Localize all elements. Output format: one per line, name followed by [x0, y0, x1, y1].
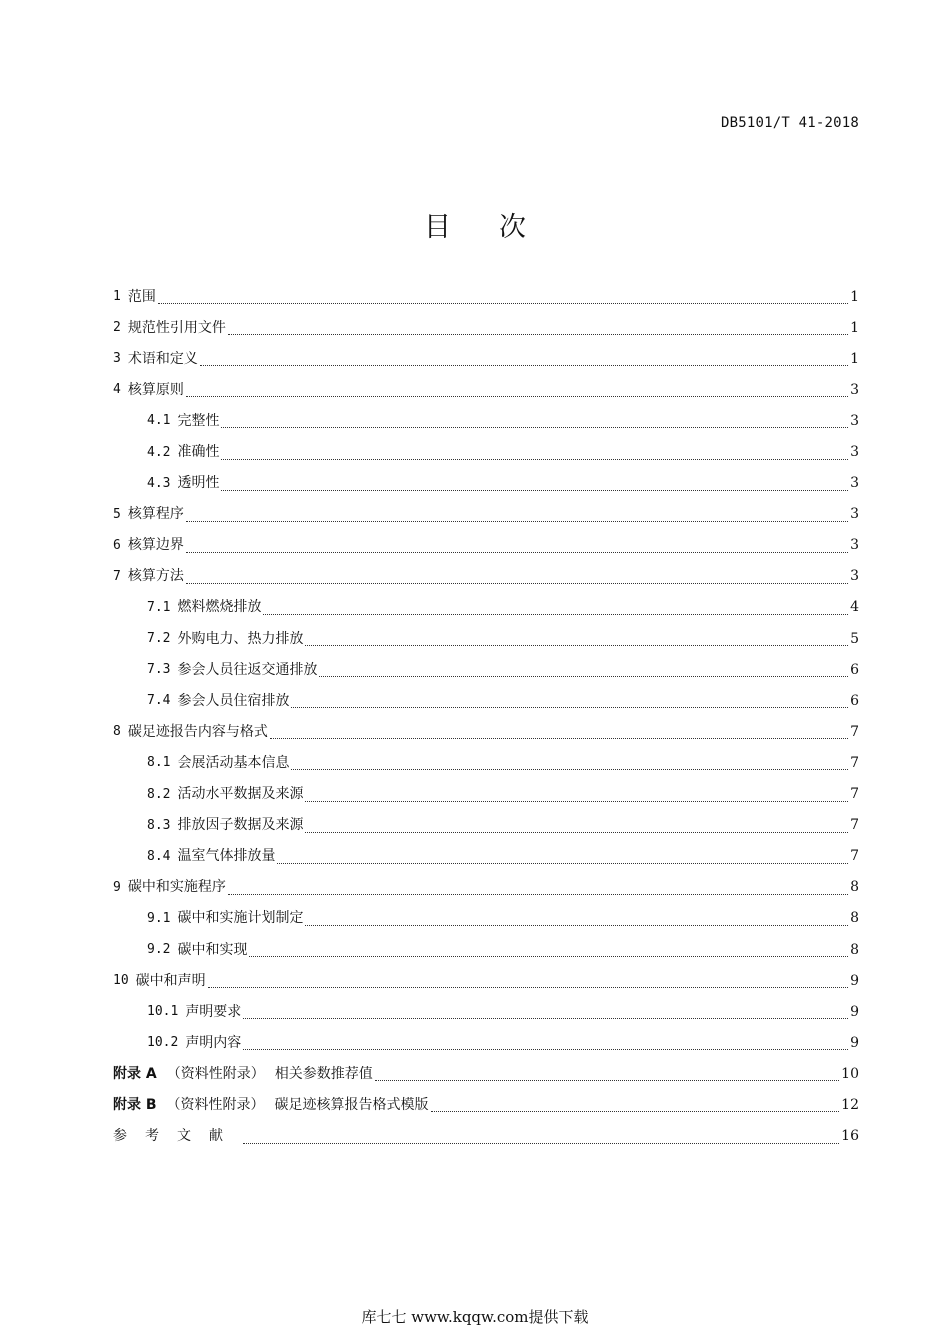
toc-entry-number: 10 [113, 973, 129, 989]
dot-leader [270, 728, 848, 739]
toc-entry[interactable] [113, 343, 859, 374]
toc-entry-page: 7 [850, 817, 859, 834]
toc-entry[interactable] [113, 281, 859, 312]
title-char-2: 次 [499, 212, 526, 243]
toc-entry-number: 4.2 [147, 444, 171, 460]
toc-entry-title: 外购电力、热力排放 [177, 630, 304, 647]
toc-entry[interactable] [113, 530, 859, 561]
toc-entry[interactable] [113, 405, 859, 436]
dot-leader [186, 386, 848, 397]
toc-entry-number: 1 [113, 289, 121, 305]
toc-entry-number: 8.1 [147, 755, 171, 771]
toc-entry[interactable] [113, 685, 859, 716]
toc-entry[interactable] [113, 312, 859, 343]
toc-entry-title: 核算边界 [127, 537, 184, 554]
toc-entry-page: 8 [850, 941, 859, 958]
download-footer: 库七七 www.kqqw.com提供下载 [361, 1308, 589, 1326]
document-code: DB5101/T 41-2018 [720, 115, 859, 131]
dot-leader [158, 293, 848, 304]
references-label: 参考文献 [113, 1128, 241, 1145]
toc-entry[interactable] [113, 374, 859, 405]
toc-entry[interactable] [113, 561, 859, 592]
dot-leader [305, 822, 848, 833]
toc-entry[interactable] [113, 499, 859, 530]
toc-entry-title: 准确性 [177, 444, 220, 461]
toc-entry-number: 4 [113, 382, 121, 398]
dot-leader [305, 791, 848, 802]
toc-entry-number: 8.2 [147, 786, 171, 802]
toc-entry-number: 9.2 [147, 942, 171, 958]
toc-entry-title: 会展活动基本信息 [177, 754, 290, 771]
toc-entry-number: 9.1 [147, 910, 171, 926]
dot-leader [305, 915, 848, 926]
toc-entry[interactable] [113, 996, 859, 1027]
references-page: 16 [841, 1128, 859, 1145]
toc-entry-title: 参会人员住宿排放 [177, 692, 290, 709]
appendix-title: 碳足迹核算报告格式模版 [274, 1096, 429, 1113]
toc-entry[interactable] [113, 716, 859, 747]
dot-leader [228, 884, 848, 895]
appendix-type: （资料性附录） [166, 1065, 265, 1082]
toc-entry-page: 7 [850, 723, 859, 740]
toc-entry-number: 3 [113, 351, 121, 367]
toc-entry-page: 9 [850, 972, 859, 989]
toc-entry[interactable] [113, 903, 859, 934]
toc-appendix-entry[interactable] [113, 1089, 859, 1120]
appendix-type: （资料性附录） [166, 1096, 265, 1113]
toc-entry-number: 6 [113, 537, 121, 553]
dot-leader [375, 1070, 839, 1081]
toc-entry[interactable] [113, 779, 859, 810]
appendix-page: 12 [841, 1096, 859, 1113]
toc-entry-page: 3 [850, 568, 859, 585]
toc-entry[interactable] [113, 654, 859, 685]
toc-entry-title: 碳中和实现 [177, 941, 248, 958]
toc-entry-page: 3 [850, 506, 859, 523]
toc-entry-title: 声明要求 [185, 1003, 242, 1020]
toc-entry-title: 核算方法 [127, 568, 184, 585]
toc-entry-number: 8.4 [147, 848, 171, 864]
dot-leader [263, 604, 848, 615]
toc-entry-number: 8.3 [147, 817, 171, 833]
dot-leader [243, 1133, 839, 1144]
toc-entry-title: 碳中和实施程序 [127, 879, 226, 896]
appendix-title: 相关参数推荐值 [274, 1065, 373, 1082]
toc-entry-number: 10.2 [147, 1035, 179, 1051]
toc-entry-number: 7.4 [147, 693, 171, 709]
toc-entry-page: 3 [850, 412, 859, 429]
toc-entry-number: 5 [113, 506, 121, 522]
toc-entry-page: 9 [850, 1003, 859, 1020]
toc-entry-number: 10.1 [147, 1004, 179, 1020]
toc-entry-page: 7 [850, 786, 859, 803]
dot-leader [221, 480, 848, 491]
toc-entry-title: 核算原则 [127, 381, 184, 398]
toc-entry-title: 参会人员往返交通排放 [177, 661, 318, 678]
dot-leader [186, 511, 848, 522]
toc-entry-title: 完整性 [177, 412, 220, 429]
toc-entry-title: 碳中和实施计划制定 [177, 910, 304, 927]
toc-entry-page: 1 [850, 319, 859, 336]
toc-entry-page: 3 [850, 475, 859, 492]
dot-leader [186, 573, 848, 584]
dot-leader [277, 853, 848, 864]
dot-leader [431, 1101, 840, 1112]
toc-entry-number: 7.2 [147, 631, 171, 647]
dot-leader [305, 635, 848, 646]
toc-entry-page: 1 [850, 350, 859, 367]
toc-entry-number: 8 [113, 724, 121, 740]
toc-entry-page: 9 [850, 1034, 859, 1051]
toc-entry-page: 1 [850, 288, 859, 305]
toc-entry-page: 8 [850, 879, 859, 896]
toc-entry-page: 3 [850, 381, 859, 398]
toc-entry[interactable] [113, 872, 859, 903]
toc-entry-number: 7.3 [147, 662, 171, 678]
toc-entry-title: 声明内容 [185, 1034, 242, 1051]
toc-entry-number: 4.1 [147, 413, 171, 429]
toc-entry-title: 范围 [127, 288, 156, 305]
title-char-1: 目 [424, 212, 451, 243]
dot-leader [291, 697, 848, 708]
toc-entry[interactable] [113, 468, 859, 499]
toc-entry[interactable] [113, 623, 859, 654]
page-title [0, 205, 950, 244]
toc-entry-title: 活动水平数据及来源 [177, 786, 304, 803]
dot-leader [243, 1008, 848, 1019]
toc-entry-title: 核算程序 [127, 506, 184, 523]
toc-entry-page: 6 [850, 661, 859, 678]
toc-appendix-entry[interactable] [113, 1058, 859, 1089]
toc-entry-page: 4 [850, 599, 859, 616]
toc-entry-title: 规范性引用文件 [127, 319, 226, 336]
dot-leader [208, 977, 848, 988]
dot-leader [249, 946, 848, 957]
toc-references-entry[interactable] [113, 1121, 859, 1152]
table-of-contents [113, 281, 859, 1152]
toc-entry-title: 透明性 [177, 475, 220, 492]
toc-entry[interactable] [113, 592, 859, 623]
toc-entry-title: 术语和定义 [127, 350, 198, 367]
toc-entry-title: 碳足迹报告内容与格式 [127, 723, 268, 740]
toc-entry-page: 8 [850, 910, 859, 927]
toc-entry-page: 6 [850, 692, 859, 709]
dot-leader [228, 324, 848, 335]
dot-leader [200, 355, 848, 366]
appendix-label: 附录 A [113, 1065, 157, 1082]
dot-leader [221, 417, 848, 428]
appendix-label: 附录 B [113, 1096, 157, 1113]
toc-entry[interactable] [113, 747, 859, 778]
dot-leader [291, 759, 848, 770]
toc-entry[interactable] [113, 810, 859, 841]
dot-leader [186, 542, 848, 553]
toc-entry-page: 7 [850, 754, 859, 771]
toc-entry-title: 碳中和声明 [135, 972, 206, 989]
toc-entry[interactable] [113, 841, 859, 872]
dot-leader [243, 1039, 848, 1050]
toc-entry-number: 4.3 [147, 475, 171, 491]
toc-entry-title: 排放因子数据及来源 [177, 817, 304, 834]
toc-entry-number: 9 [113, 879, 121, 895]
toc-entry-number: 7.1 [147, 599, 171, 615]
dot-leader [221, 449, 848, 460]
toc-entry-page: 3 [850, 537, 859, 554]
toc-entry-page: 7 [850, 848, 859, 865]
appendix-page: 10 [841, 1065, 859, 1082]
toc-entry[interactable] [113, 934, 859, 965]
toc-entry-title: 燃料燃烧排放 [177, 599, 262, 616]
toc-entry-page: 3 [850, 444, 859, 461]
toc-entry-title: 温室气体排放量 [177, 848, 276, 865]
toc-entry[interactable] [113, 436, 859, 467]
dot-leader [319, 666, 848, 677]
toc-entry[interactable] [113, 965, 859, 996]
toc-entry-number: 2 [113, 320, 121, 336]
toc-entry-page: 5 [850, 630, 859, 647]
toc-entry[interactable] [113, 1027, 859, 1058]
toc-entry-number: 7 [113, 568, 121, 584]
